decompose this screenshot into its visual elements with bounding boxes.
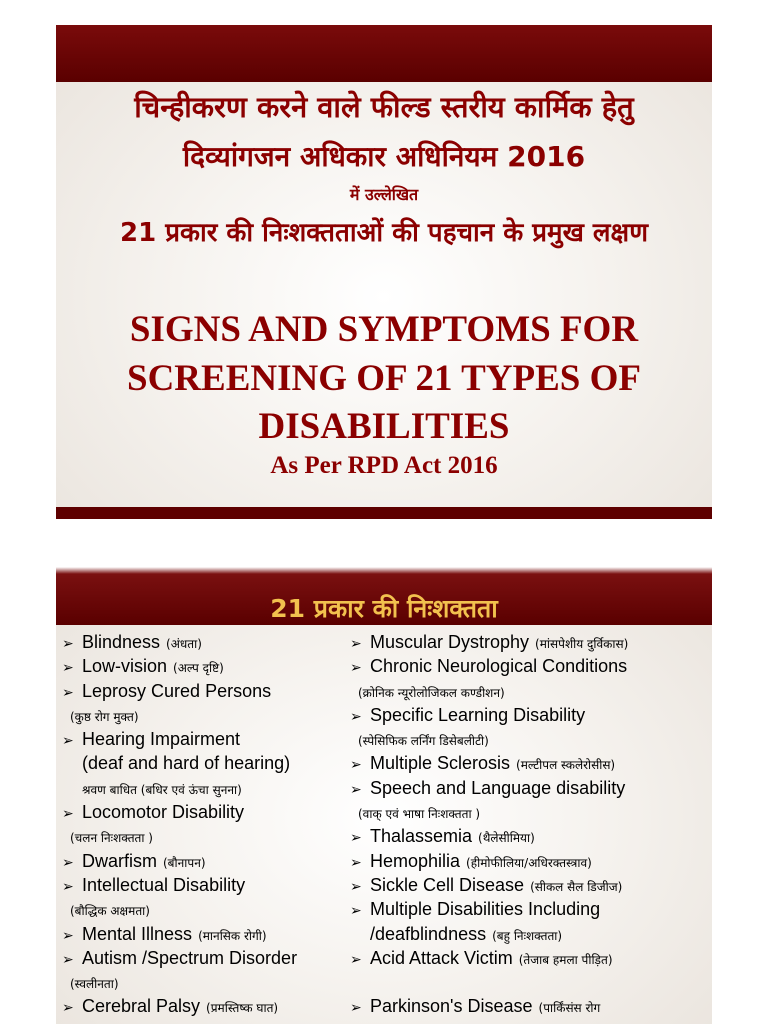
disability-name: Chronic Neurological Conditions <box>370 656 628 677</box>
disability-hindi-name: (अल्प दृष्टि) <box>173 661 224 676</box>
arrow-bullet-icon: ➢ <box>62 877 74 894</box>
disability-name: Low-vision <box>82 656 168 677</box>
disability-name: Hearing Impairment <box>82 729 241 750</box>
left-list-line <box>62 849 352 873</box>
arrow-bullet-icon: ➢ <box>62 950 74 967</box>
left-list-line <box>62 703 352 727</box>
disability-hindi-name: (चलन निःशक्तता ) <box>70 831 153 846</box>
right-list-line <box>350 970 710 994</box>
right-list-line <box>350 897 710 921</box>
english-title-line1: SIGNS AND SYMPTOMS FOR <box>129 309 639 350</box>
disability-name: Parkinson's Disease <box>370 996 533 1017</box>
arrow-bullet-icon: ➢ <box>62 732 74 749</box>
arrow-bullet-icon: ➢ <box>350 853 362 870</box>
left-list-line <box>62 679 352 703</box>
disability-hindi-name: (हीमोफीलिया/अधिरक्तस्त्राव) <box>466 855 592 870</box>
left-list-line <box>62 994 352 1018</box>
disability-name: Thalassemia <box>370 826 473 847</box>
right-list-line <box>350 849 710 873</box>
right-list-line <box>350 630 710 654</box>
disability-name: Mental Illness <box>82 923 193 944</box>
slide-bottom-bar <box>56 507 712 519</box>
left-list-line <box>62 873 352 897</box>
arrow-bullet-icon: ➢ <box>350 902 362 919</box>
disability-name: Leprosy Cured Persons <box>82 680 272 701</box>
disability-hindi-name: (पार्किंसंस रोग <box>538 1001 601 1016</box>
disability-name: Acid Attack Victim <box>370 947 513 968</box>
disability-hindi-name: (बहु निःशक्तता) <box>492 928 563 943</box>
disability-hindi-name: (अंधता) <box>166 637 202 651</box>
arrow-bullet-icon: ➢ <box>350 659 362 676</box>
hindi-heading-line3: में उल्लेखित <box>349 185 419 204</box>
left-list-line <box>62 751 352 775</box>
disability-name: Multiple Disabilities Including <box>370 899 601 920</box>
english-subtitle: As Per RPD Act 2016 <box>270 452 498 479</box>
disability-name: Intellectual Disability <box>82 874 246 895</box>
right-list-line <box>350 994 710 1018</box>
right-list-line <box>350 922 710 946</box>
english-title-line3: DISABILITIES <box>258 406 510 447</box>
arrow-bullet-icon: ➢ <box>62 659 74 676</box>
disability-name: Dwarfism <box>82 850 157 871</box>
right-list-line <box>350 679 710 703</box>
arrow-bullet-icon: ➢ <box>350 756 362 773</box>
right-list-line <box>350 824 710 848</box>
arrow-bullet-icon: ➢ <box>62 805 74 822</box>
arrow-bullet-icon: ➢ <box>350 635 362 651</box>
hindi-heading-line1: चिन्हीकरण करने वाले फील्ड स्तरीय कार्मिक हेतु <box>134 90 634 124</box>
arrow-bullet-icon: ➢ <box>62 635 74 651</box>
left-list-line <box>62 897 352 921</box>
disability-hindi-name: (स्वलीनता) <box>70 977 119 992</box>
arrow-bullet-icon: ➢ <box>350 829 362 846</box>
arrow-bullet-icon: ➢ <box>350 877 362 894</box>
arrow-bullet-icon: ➢ <box>350 999 362 1016</box>
arrow-bullet-icon: ➢ <box>350 950 362 967</box>
disability-name: Hemophilia <box>370 850 461 871</box>
disability-hindi-name: (बौद्धिक अक्षमता) <box>70 904 150 919</box>
right-list-line <box>350 776 710 800</box>
arrow-bullet-icon: ➢ <box>350 780 362 797</box>
disability-hindi-name: (मानसिक रोगी) <box>198 928 267 943</box>
left-list-line <box>62 727 352 751</box>
disability-hindi-name: (स्पेसिफिक लर्निंग डिसेबलीटी) <box>358 734 489 749</box>
disability-hindi-name: (कुष्ठ रोग मुक्त) <box>70 709 139 724</box>
slide-top-bar <box>56 25 712 82</box>
disability-name: /deafblindness <box>370 923 487 944</box>
disability-name: Specific Learning Disability <box>370 704 586 725</box>
disability-hindi-name: (सीकल सैल डिजीज) <box>530 879 623 894</box>
arrow-bullet-icon: ➢ <box>62 926 74 943</box>
right-list-line <box>350 946 710 970</box>
english-title-line2: SCREENING OF 21 TYPES OF <box>127 358 641 399</box>
arrow-bullet-icon: ➢ <box>350 707 362 724</box>
disability-hindi-name: (मल्टीपल स्कलेरोसीस) <box>516 758 616 773</box>
left-list-line <box>62 776 352 800</box>
right-list-line <box>350 873 710 897</box>
disability-name: Speech and Language disability <box>370 777 626 798</box>
disability-list-slide <box>56 567 712 1024</box>
disability-hindi-name: (क्रोनिक न्यूरोलोजिकल कण्डीशन) <box>358 685 505 700</box>
left-list-line <box>62 922 352 946</box>
disability-name: (deaf and hard of hearing) <box>82 753 291 774</box>
arrow-bullet-icon: ➢ <box>62 853 74 870</box>
right-column-list <box>350 630 710 1019</box>
right-list-line <box>350 751 710 775</box>
right-list-line <box>350 800 710 824</box>
left-list-line <box>62 630 352 654</box>
disability-hindi-name: (मांसपेशीय दुर्विकास) <box>535 637 629 651</box>
hindi-heading-line2: दिव्यांगजन अधिकार अधिनियम 2016 <box>182 140 586 173</box>
arrow-bullet-icon: ➢ <box>62 683 74 700</box>
slide-title: 21 प्रकार की निःशक्तता <box>270 594 498 623</box>
left-column-list <box>62 630 352 1019</box>
disability-name: Muscular Dystrophy <box>370 632 530 652</box>
disability-hindi-name: श्रवण बाधित (बधिर एवं ऊंचा सुनना) <box>82 782 242 797</box>
left-list-line <box>62 800 352 824</box>
left-list-line <box>62 970 352 994</box>
left-list-line <box>62 824 352 848</box>
left-list-line <box>62 946 352 970</box>
disability-hindi-name: (प्रमस्तिष्क घात) <box>206 1001 279 1016</box>
disability-name: Locomotor Disability <box>82 802 245 823</box>
right-list-line <box>350 703 710 727</box>
left-list-line <box>62 654 352 678</box>
disability-hindi-name: (थैलेसीमिया) <box>478 831 535 846</box>
disability-hindi-name: (वाक् एवं भाषा निःशक्तता ) <box>358 807 481 822</box>
disability-name: Autism /Spectrum Disorder <box>82 947 298 968</box>
arrow-bullet-icon: ➢ <box>62 999 74 1016</box>
right-list-line <box>350 727 710 751</box>
right-list-line <box>350 654 710 678</box>
disability-name: Blindness <box>82 632 161 652</box>
disability-hindi-name: (बौनापन) <box>163 855 206 870</box>
disability-name: Cerebral Palsy <box>82 996 201 1017</box>
disability-name: Multiple Sclerosis <box>370 753 511 774</box>
title-slide <box>56 25 712 519</box>
disability-hindi-name: (तेजाब हमला पीड़ित) <box>518 952 613 967</box>
hindi-heading-line4: 21 प्रकार की निःशक्तताओं की पहचान के प्रमुख लक्षण <box>119 218 648 248</box>
disability-name: Sickle Cell Disease <box>370 874 525 895</box>
